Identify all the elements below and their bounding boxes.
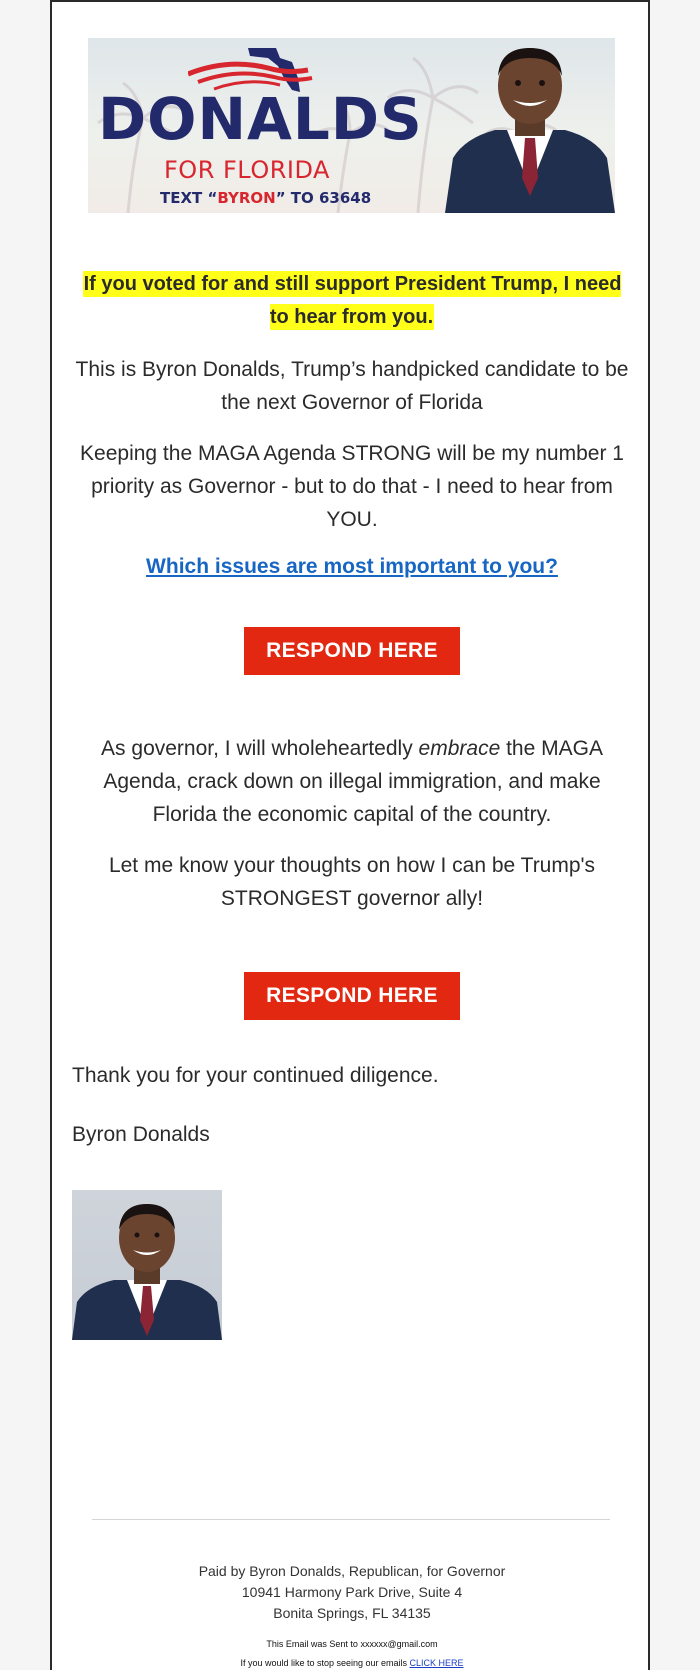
governor-paragraph: [72, 732, 632, 831]
signature-photo: [72, 1190, 222, 1340]
unsubscribe-text: If you would like to stop seeing our emails: [240, 1658, 410, 1668]
header-banner: [88, 38, 615, 213]
intro-paragraph: This is Byron Donalds, Trump’s handpicked candidate to be the next Governor of Florida: [75, 358, 629, 414]
banner-text-prefix: TEXT “: [160, 189, 218, 207]
email-container: [50, 0, 650, 1670]
banner-subtitle: FOR FLORIDA: [164, 156, 330, 184]
thoughts-paragraph: Let me know your thoughts on how I can be Trump's STRONGEST governor ally!: [108, 854, 596, 910]
unsubscribe-line: [52, 1658, 652, 1668]
issues-link[interactable]: Which issues are most important to you?: [146, 555, 558, 578]
governor-paragraph-start: As governor, I will wholeheartedly: [101, 737, 419, 760]
signature-name: Byron Donalds: [72, 1123, 210, 1146]
priority-paragraph: Keeping the MAGA Agenda STRONG will be my number 1 priority as Governor - but to do that - I need to hear from YOU.: [80, 442, 624, 531]
respond-button-2[interactable]: RESPOND HERE: [244, 972, 460, 1020]
banner-text-suffix: ” TO 63648: [275, 189, 372, 207]
candidate-portrait: [445, 38, 615, 213]
paid-by-text: Paid by Byron Donalds, Republican, for Governor: [198, 1563, 506, 1579]
thanks-text: Thank you for your continued diligence.: [72, 1064, 439, 1087]
respond-button-1[interactable]: RESPOND HERE: [244, 627, 460, 675]
banner-text-keyword: BYRON: [217, 189, 276, 207]
signature-portrait: [72, 1190, 222, 1340]
unsubscribe-link[interactable]: CLICK HERE: [409, 1658, 464, 1668]
banner-title: DONALDS: [98, 85, 423, 153]
governor-paragraph-emphasis: embrace: [418, 737, 501, 760]
sent-to-text: This Email was Sent to xxxxxx@gmail.com: [266, 1639, 438, 1649]
governor-paragraph-end: the MAGA Agenda, crack down on illegal immigration, and make Florida the economic capital of the country.: [103, 737, 603, 826]
address-line-2: Bonita Springs, FL 34135: [273, 1605, 431, 1621]
address-line-1: 10941 Harmony Park Drive, Suite 4: [241, 1584, 463, 1600]
banner-text-cta: [160, 189, 371, 207]
highlight-headline: [72, 268, 632, 334]
footer-divider: [92, 1519, 610, 1520]
highlight-text: If you voted for and still support President Trump, I need to hear from you.: [83, 273, 622, 328]
